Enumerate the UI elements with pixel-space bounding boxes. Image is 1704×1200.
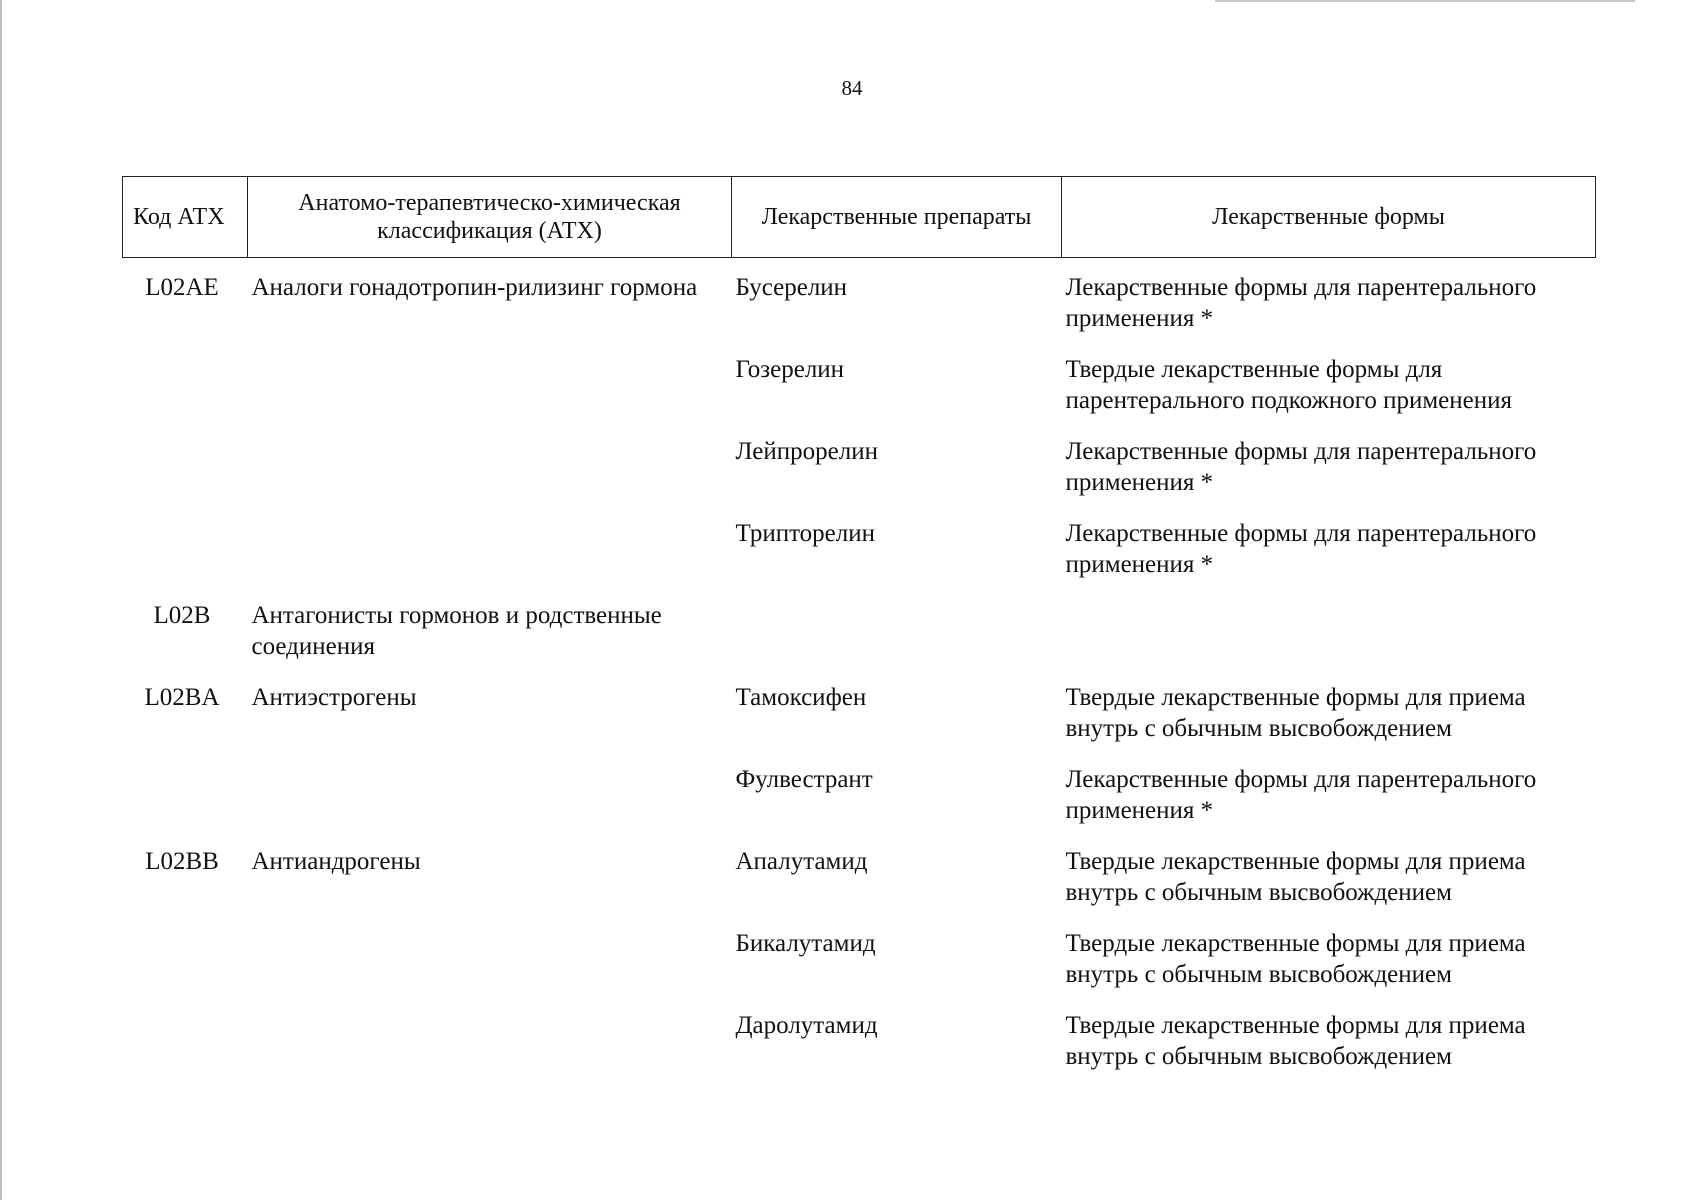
drug-name: Лейпрорелин bbox=[735, 437, 878, 465]
drug-name: Тамоксифен bbox=[735, 683, 867, 711]
table-header bbox=[123, 177, 1596, 258]
atc-classification: Аналоги гонадотропин-рилизинг гормона bbox=[251, 274, 698, 301]
atc-code bbox=[123, 504, 248, 586]
table-row bbox=[123, 832, 1596, 914]
dosage-form: Твердые лекарственные формы для приема внутрь с обычным высвобождением bbox=[1065, 847, 1526, 906]
atc-classification bbox=[248, 422, 732, 504]
dosage-form: Лекарственные формы для парентерального применения * bbox=[1065, 765, 1537, 824]
atc-code bbox=[123, 750, 248, 832]
scan-border-top bbox=[1215, 0, 1635, 2]
drug-name: Фулвестрант bbox=[735, 765, 873, 793]
table-body bbox=[123, 258, 1596, 1078]
drug-name: Бусерелин bbox=[735, 274, 848, 301]
drug-name: Даролутамид bbox=[735, 1011, 878, 1039]
atc-code: L02B bbox=[153, 601, 211, 629]
atc-classification: Антиэстрогены bbox=[251, 683, 417, 711]
atc-code bbox=[123, 340, 248, 422]
atc-code: L02BA bbox=[144, 683, 220, 711]
table-row bbox=[123, 586, 1596, 668]
atc-classification: Антагонисты гормонов и родственные соединения bbox=[251, 601, 662, 660]
atc-classification bbox=[248, 996, 732, 1078]
drug-name: Бикалутамид bbox=[735, 929, 876, 957]
dosage-form: Лекарственные формы для парентерального применения * bbox=[1065, 437, 1537, 496]
atc-code bbox=[123, 914, 248, 996]
atc-table bbox=[122, 176, 1596, 1078]
table-row bbox=[123, 340, 1596, 422]
atc-classification bbox=[248, 340, 732, 422]
dosage-form: Твердые лекарственные формы для приема внутрь с обычным высвобождением bbox=[1065, 1011, 1526, 1070]
atc-code: L02AE bbox=[145, 274, 219, 301]
dosage-form: Твердые лекарственные формы для приема внутрь с обычным высвобождением bbox=[1065, 683, 1526, 742]
table-row bbox=[123, 914, 1596, 996]
header-classification: Анатомо-терапевтическо-химическая классификация (АТХ) bbox=[248, 177, 732, 258]
header-forms: Лекарственные формы bbox=[1062, 177, 1596, 258]
dosage-form bbox=[1062, 586, 1596, 668]
table-row bbox=[123, 996, 1596, 1078]
drug-name: Гозерелин bbox=[735, 355, 845, 383]
dosage-form: Лекарственные формы для парентерального применения * bbox=[1065, 519, 1537, 578]
table-row bbox=[123, 504, 1596, 586]
atc-code bbox=[123, 996, 248, 1078]
atc-code: L02BB bbox=[145, 847, 219, 875]
drug-name: Апалутамид bbox=[735, 847, 868, 875]
table-row bbox=[123, 668, 1596, 750]
table-row bbox=[123, 750, 1596, 832]
table-row bbox=[123, 422, 1596, 504]
dosage-form: Твердые лекарственные формы для приема внутрь с обычным высвобождением bbox=[1065, 929, 1526, 988]
atc-classification bbox=[248, 750, 732, 832]
atc-classification bbox=[248, 914, 732, 996]
scan-border-left bbox=[0, 0, 2, 1200]
table-row bbox=[123, 258, 1596, 340]
dosage-form: Твердые лекарственные формы для парентерального подкожного применения bbox=[1065, 355, 1512, 414]
dosage-form: Лекарственные формы для парентерального применения * bbox=[1065, 274, 1537, 332]
header-code: Код АТХ bbox=[123, 177, 248, 258]
header-drugs: Лекарственные препараты bbox=[732, 177, 1062, 258]
atc-code bbox=[123, 422, 248, 504]
page-number: 84 bbox=[841, 76, 863, 100]
header-row bbox=[123, 177, 1596, 258]
atc-classification: Антиандрогены bbox=[251, 847, 421, 875]
atc-classification bbox=[248, 504, 732, 586]
drug-name: Трипторелин bbox=[735, 519, 876, 547]
drug-name bbox=[732, 586, 1062, 668]
